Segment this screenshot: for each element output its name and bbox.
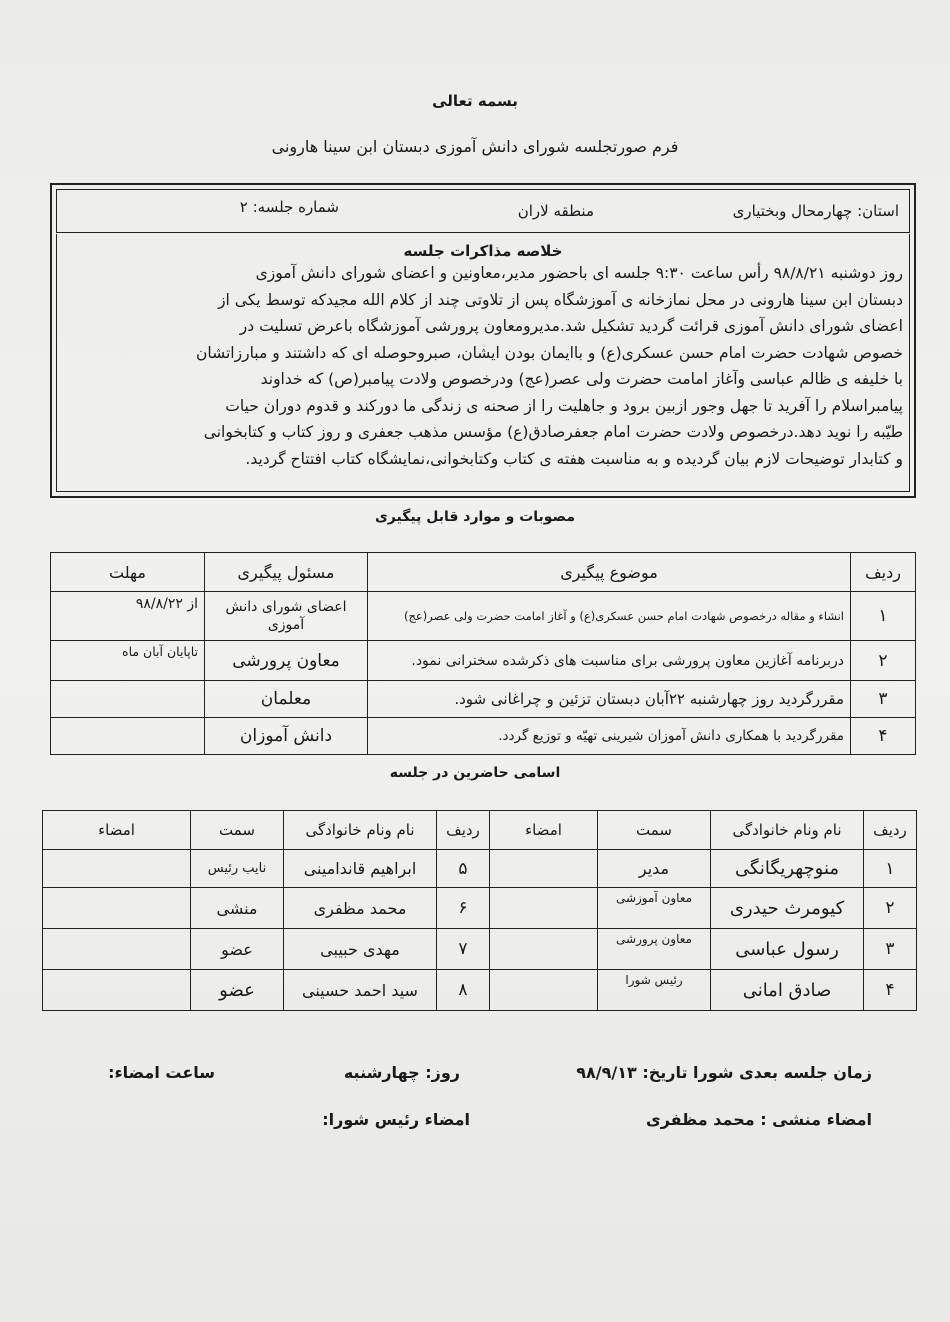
form-title: فرم صورتجلسه شورای دانش آموزی دبستان ابن سینا هارونی: [271, 137, 679, 156]
followup-subject: دربرنامه آغازین معاون پرورشی برای مناسبت های ذکرشده سخنرانی نمود.: [368, 641, 851, 681]
header-name: نام ونام خانوادگی: [711, 811, 864, 850]
followup-table: [50, 552, 916, 755]
summary-text: [57, 260, 909, 472]
followup-title: مصوبات و موارد قابل پیگیری: [374, 509, 576, 525]
summary-line: اعضای شورای دانش آموزی قرائت گردید تشکیل شد.مدیرومعاون پرورشی آموزشگاه باعرض تسلیت در: [239, 317, 903, 335]
summary-line: دبستان ابن سینا هارونی در محل نمازخانه ی آموزشگاه پس از تلاوتی چند از کلام الله مجیدکه توسط یکی از: [218, 290, 903, 309]
attendee-signature: [43, 888, 191, 929]
attendee-name: صادق امانی: [711, 970, 864, 1011]
row-number: ۸: [437, 970, 490, 1011]
table-row: [43, 929, 917, 970]
row-number: ۱: [851, 592, 916, 641]
session-info-row: [56, 189, 910, 233]
summary-line: طیّبه را نوید دهد.درخصوص ولادت حضرت امام جعفرصادق(ع) مؤسس مذهب جعفری و روز کتاب و کتابخوانی: [203, 423, 903, 441]
attendee-position: منشی: [191, 888, 284, 929]
attendee-position: معاون آموزشی: [598, 888, 711, 929]
summary-title: خلاصه مذاکرات جلسه: [403, 242, 563, 260]
header-row-number: ردیف: [437, 811, 490, 850]
chair-signature-label: امضاء رئیس شورا:: [322, 1110, 470, 1129]
attendee-position: مدیر: [598, 850, 711, 888]
attendee-name: سید احمد حسینی: [284, 970, 437, 1011]
summary-line: پیامبراسلام را آفرید تا جهل وجور ازبین برود و جاهلیت را از صحنه ی زندگی ما دورکند و قدوم دوران حیات: [225, 396, 903, 415]
attendee-signature: [43, 970, 191, 1011]
table-row: [43, 850, 917, 888]
attendee-signature: [490, 888, 598, 929]
attendee-name: ابراهیم قاندامینی: [284, 850, 437, 888]
summary-line: و کتابدار توضیحات لازم بیان گردیده و به مناسبت هفته ی کتاب وکتابخوانی،نمایشگاه کتاب افتتاح گردید.: [245, 449, 903, 468]
attendee-position: عضو: [191, 970, 284, 1011]
province-label: استان: چهارمحال وبختیاری: [732, 202, 899, 220]
summary-line: روز دوشنبه ۹۸/۸/۲۱ رأس ساعت ۹:۳۰ جلسه ای باحضور مدیر،معاونین و اعضای شورای دانش آموزی: [255, 264, 903, 282]
followup-deadline: [51, 718, 205, 755]
row-number: ۶: [437, 888, 490, 929]
table-row: [43, 970, 917, 1011]
header-subject: موضوع پیگیری: [368, 553, 851, 592]
next-session-day: روز: چهارشنبه: [343, 1063, 460, 1082]
summary-line: خصوص شهادت حضرت امام حسن عسکری(ع) و باایمان بودن ایشان، صبروحوصله ای که داشتند و مبارزاتشان: [196, 343, 903, 362]
table-row: [51, 681, 916, 718]
table-row: [51, 592, 916, 641]
header-signature: امضاء: [43, 811, 191, 850]
attendee-signature: [43, 850, 191, 888]
followup-responsible: اعضای شورای دانش آموزی: [205, 592, 368, 641]
attendee-signature: [490, 850, 598, 888]
header-row-number: ردیف: [864, 811, 917, 850]
header-row-number: ردیف: [851, 553, 916, 592]
meeting-summary: [56, 234, 910, 492]
attendee-position: معاون پرورشی: [598, 929, 711, 970]
hour-signature-label: ساعت امضاء:: [108, 1063, 215, 1082]
secretary-signature: امضاء منشی : محمد مظفری: [646, 1110, 872, 1129]
table-row: [43, 888, 917, 929]
attendee-position: نایب رئیس: [191, 850, 284, 888]
followup-subject: مقررگردید با همکاری دانش آموزان شیرینی تهیّه و توزیع گردد.: [368, 718, 851, 755]
header-position: سمت: [191, 811, 284, 850]
followup-deadline: از ۹۸/۸/۲۲: [51, 592, 205, 641]
table-header-row: [51, 553, 916, 592]
row-number: ۲: [864, 888, 917, 929]
session-header-box: [50, 183, 916, 498]
followup-responsible: دانش آموزان: [205, 718, 368, 755]
attendees-table: [42, 810, 917, 1011]
followup-deadline: تاپایان آبان ماه: [51, 641, 205, 681]
followup-responsible: معلمان: [205, 681, 368, 718]
row-number: ۵: [437, 850, 490, 888]
attendee-signature: [490, 970, 598, 1011]
followup-deadline: [51, 681, 205, 718]
region-label: منطقه لاران: [517, 202, 594, 220]
bismillah-heading: بسمه تعالی: [432, 92, 518, 110]
attendees-title: اسامی حاضرین در جلسه: [389, 765, 561, 781]
row-number: ۴: [851, 718, 916, 755]
row-number: ۲: [851, 641, 916, 681]
attendee-signature: [43, 929, 191, 970]
followup-subject: انشاء و مقاله درخصوص شهادت امام حسن عسکری(ع) و آغاز امامت حضرت ولی عصر(عج): [368, 592, 851, 641]
row-number: ۳: [864, 929, 917, 970]
header-name: نام ونام خانوادگی: [284, 811, 437, 850]
attendee-position: عضو: [191, 929, 284, 970]
table-header-row: [43, 811, 917, 850]
header-position: سمت: [598, 811, 711, 850]
row-number: ۳: [851, 681, 916, 718]
header-signature: امضاء: [490, 811, 598, 850]
attendee-signature: [490, 929, 598, 970]
row-number: ۴: [864, 970, 917, 1011]
attendee-name: مهدی حبیبی: [284, 929, 437, 970]
attendee-name: منوچهریگانگی: [711, 850, 864, 888]
table-row: [51, 718, 916, 755]
row-number: ۷: [437, 929, 490, 970]
header-deadline: مهلت: [51, 553, 205, 592]
session-number-label: شماره جلسه: ۲: [239, 198, 339, 216]
summary-line: با خلیفه ی ظالم عباسی وآغاز امامت حضرت ولی عصر(عج) ودرخصوص ولادت پیامبر(ص) که خداوند: [260, 370, 903, 388]
row-number: ۱: [864, 850, 917, 888]
attendee-name: رسول عباسی: [711, 929, 864, 970]
attendee-name: محمد مظفری: [284, 888, 437, 929]
followup-subject: مقررگردید روز چهارشنبه ۲۲آبان دبستان تزئین و چراغانی شود.: [368, 681, 851, 718]
attendee-position: رئیس شورا: [598, 970, 711, 1011]
header-responsible: مسئول پیگیری: [205, 553, 368, 592]
table-row: [51, 641, 916, 681]
followup-responsible: معاون پرورشی: [205, 641, 368, 681]
attendee-name: کیومرث حیدری: [711, 888, 864, 929]
next-session-date: زمان جلسه بعدی شورا تاریخ: ۹۸/۹/۱۳: [576, 1063, 872, 1082]
